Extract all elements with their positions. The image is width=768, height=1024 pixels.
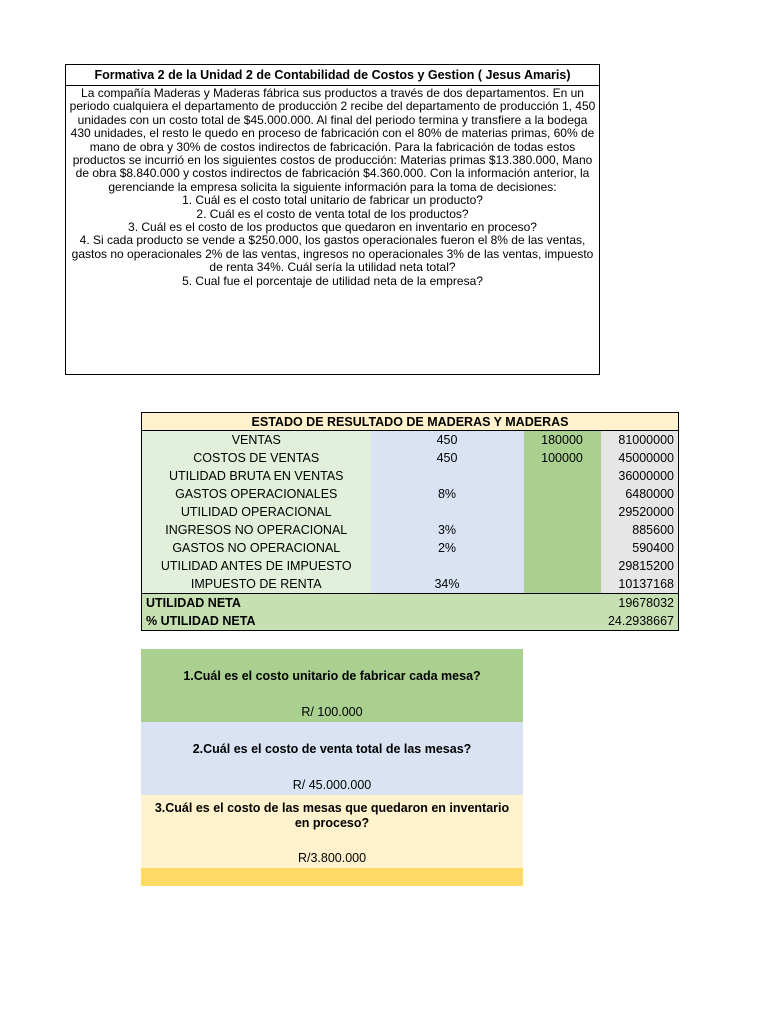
row-percent: 3% bbox=[371, 521, 524, 539]
qa-question: 1.Cuál es el costo unitario de fabricar cada mesa? bbox=[183, 669, 481, 683]
problem-question: 1. Cuál es el costo total unitario de fabricar un producto? bbox=[182, 193, 483, 208]
row-percent: 8% bbox=[371, 485, 524, 503]
problem-question: 3. Cuál es el costo de los productos que quedaron en inventario en proceso? bbox=[128, 220, 537, 235]
table-row bbox=[142, 521, 679, 539]
statement-title: ESTADO DE RESULTADO DE MADERAS Y MADERAS bbox=[142, 413, 679, 431]
row-quantity: 450 bbox=[371, 431, 524, 450]
row-quantity: 450 bbox=[371, 449, 524, 467]
row-total: 81000000 bbox=[601, 431, 679, 450]
row-unit-value bbox=[524, 503, 601, 521]
row-total: 29520000 bbox=[601, 503, 679, 521]
problem-title: Formativa 2 de la Unidad 2 de Contabilidad de Costos y Gestion ( Jesus Amaris) bbox=[66, 65, 599, 86]
row-unit-value bbox=[524, 485, 601, 503]
row-label: IMPUESTO DE RENTA bbox=[142, 575, 371, 594]
row-label: VENTAS bbox=[142, 431, 371, 450]
row-percent: 34% bbox=[371, 575, 524, 594]
table-row bbox=[142, 449, 679, 467]
row-label: UTILIDAD ANTES DE IMPUESTO bbox=[142, 557, 371, 575]
row-unit-value: 100000 bbox=[524, 449, 601, 467]
row-total: 45000000 bbox=[601, 449, 679, 467]
problem-body bbox=[66, 86, 599, 288]
problem-text: La compañía Maderas y Maderas fábrica sus productos a través de dos departamentos. En un periodo cualquiera el departamento de producción 2 recibe del departamento de producción 1, 450 unidades con un costo total de $45.000.000. Al final del periodo termina y transfiere a la bodega 430 unidades, el resto le quedo en proceso de fabricación con el 80% de materias primas, 60% de mano de obra y 30% de costos indirectos de fabricación. Para la fabricación de todas estos productos se incurrió en los siguientes costos de producción: Materias primas $13.380.000, Mano de obra $8.840.000 y costos indirectos de fabricación $4.360.000. Con la información anterior, la gerenciande la empresa solicita la siguiente información para la toma de decisiones: bbox=[69, 86, 596, 194]
row-quantity bbox=[371, 503, 524, 521]
row-unit-value: 180000 bbox=[524, 431, 601, 450]
qa-block-3 bbox=[141, 795, 523, 868]
table-row bbox=[142, 575, 679, 594]
row-unit-value bbox=[524, 557, 601, 575]
row-percent: 2% bbox=[371, 539, 524, 557]
row-total: 29815200 bbox=[601, 557, 679, 575]
table-row bbox=[142, 485, 679, 503]
row-total: 885600 bbox=[601, 521, 679, 539]
table-row bbox=[142, 431, 679, 450]
row-label: COSTOS DE VENTAS bbox=[142, 449, 371, 467]
problem-question: 5. Cual fue el porcentaje de utilidad neta de la empresa? bbox=[182, 273, 483, 288]
row-total: 36000000 bbox=[601, 467, 679, 485]
row-label: INGRESOS NO OPERACIONAL bbox=[142, 521, 371, 539]
qa-question: 3.Cuál es el costo de las mesas que quedaron en inventario en proceso? bbox=[154, 801, 510, 830]
net-income-percent-value: 24.2938667 bbox=[601, 612, 679, 631]
row-unit-value bbox=[524, 575, 601, 594]
qa-answer: R/3.800.000 bbox=[297, 851, 367, 865]
net-income-percent-label: % UTILIDAD NETA bbox=[142, 612, 371, 631]
table-row bbox=[142, 539, 679, 557]
net-income-label: UTILIDAD NETA bbox=[142, 594, 371, 613]
table-row bbox=[142, 503, 679, 521]
row-total: 10137168 bbox=[601, 575, 679, 594]
qa-question: 2.Cuál es el costo de venta total de las mesas? bbox=[192, 742, 472, 756]
net-income-value: 19678032 bbox=[601, 594, 679, 613]
row-unit-value bbox=[524, 539, 601, 557]
net-income-row bbox=[142, 594, 679, 613]
table-title-row bbox=[142, 413, 679, 431]
qa-answer: R/ 100.000 bbox=[301, 705, 363, 719]
row-label: UTILIDAD OPERACIONAL bbox=[142, 503, 371, 521]
income-statement-table bbox=[141, 412, 679, 631]
row-label: GASTOS NO OPERACIONAL bbox=[142, 539, 371, 557]
row-unit-value bbox=[524, 467, 601, 485]
row-quantity bbox=[371, 557, 524, 575]
table-row bbox=[142, 467, 679, 485]
problem-statement-box bbox=[65, 64, 600, 375]
qa-block-1 bbox=[141, 649, 523, 722]
net-income-percent-row bbox=[142, 612, 679, 631]
row-label: UTILIDAD BRUTA EN VENTAS bbox=[142, 467, 371, 485]
table-row bbox=[142, 557, 679, 575]
problem-questions bbox=[68, 194, 597, 288]
row-total: 6480000 bbox=[601, 485, 679, 503]
qa-block-2 bbox=[141, 722, 523, 795]
row-quantity bbox=[371, 467, 524, 485]
row-unit-value bbox=[524, 521, 601, 539]
problem-question: 2. Cuál es el costo de venta total de los productos? bbox=[196, 206, 469, 221]
qa-answer: R/ 45.000.000 bbox=[292, 778, 372, 792]
problem-question: 4. Si cada producto se vende a $250.000, los gastos operacionales fueron el 8% de las ventas, gastos no operacionales 2% de las ventas, ingresos no operacionales 3% de las ventas, impuesto de renta 34%. Cuál sería la utilidad neta total? bbox=[71, 233, 594, 275]
qa-footer-band bbox=[141, 868, 523, 886]
row-label: GASTOS OPERACIONALES bbox=[142, 485, 371, 503]
row-total: 590400 bbox=[601, 539, 679, 557]
